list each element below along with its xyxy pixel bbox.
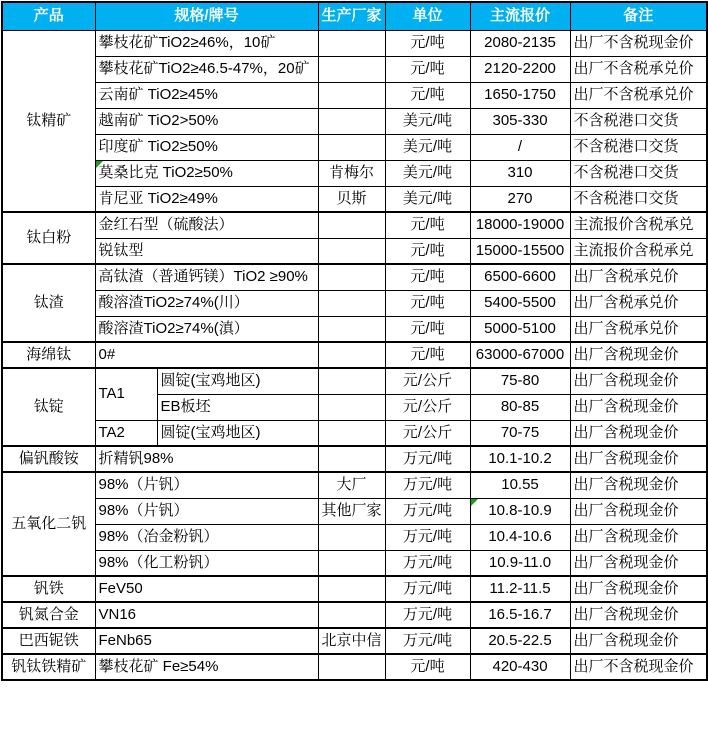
note-cell: 出厂含税现金价 [570,472,707,498]
maker-cell [318,602,385,628]
note-cell: 出厂含税现金价 [570,524,707,550]
spec-cell: EB板坯 [157,394,318,420]
unit-cell: 元/公斤 [385,368,470,394]
spec-cell: 攀枝花矿TiO2≥46.5-47%，20矿 [95,56,318,82]
table-row [2,186,707,212]
unit-cell: 万元/吨 [385,446,470,472]
product-cell: 巴西铌铁 [2,628,95,654]
unit-cell: 万元/吨 [385,602,470,628]
price-cell: 305-330 [470,108,570,134]
note-cell: 出厂含税承兑价 [570,290,707,316]
spec-cell: 锐钛型 [95,238,318,264]
spec-cell: 折精钒98% [95,446,318,472]
unit-cell: 万元/吨 [385,550,470,576]
note-cell: 主流报价含税承兑 [570,238,707,264]
product-cell: 钛精矿 [2,30,95,212]
spec-cell: 云南矿 TiO2≥45% [95,82,318,108]
spec-cell: 98%（片钒） [95,498,318,524]
maker-cell [318,654,385,680]
unit-cell: 元/吨 [385,342,470,368]
note-cell: 出厂不含税现金价 [570,30,707,56]
product-cell: 海绵钛 [2,342,95,368]
table-row [2,264,707,290]
price-cell: 10.55 [470,472,570,498]
unit-cell: 万元/吨 [385,576,470,602]
price-cell: 10.1-10.2 [470,446,570,472]
maker-cell [318,368,385,394]
price-cell: 18000-19000 [470,212,570,238]
price-cell: 2080-2135 [470,30,570,56]
maker-cell [318,446,385,472]
spec-cell: 酸溶渣TiO2≥74%(滇） [95,316,318,342]
table-row [2,56,707,82]
spec-cell: 98%（冶金粉钒） [95,524,318,550]
note-cell: 出厂含税现金价 [570,576,707,602]
price-cell: 6500-6600 [470,264,570,290]
product-cell: 钒钛铁精矿 [2,654,95,680]
note-cell: 出厂含税现金价 [570,368,707,394]
table-row [2,238,707,264]
price-cell: 16.5-16.7 [470,602,570,628]
price-cell: 10.4-10.6 [470,524,570,550]
spec-cell: 攀枝花矿 Fe≥54% [95,654,318,680]
unit-cell: 元/吨 [385,30,470,56]
note-cell: 不含税港口交货 [570,186,707,212]
spec-cell: 肯尼亚 TiO2≥49% [95,186,318,212]
table-row [2,342,707,368]
maker-cell [318,134,385,160]
spec-cell: 越南矿 TiO2>50% [95,108,318,134]
spec-cell: 金红石型（硫酸法） [95,212,318,238]
note-cell: 出厂含税现金价 [570,550,707,576]
table-row [2,82,707,108]
maker-cell: 贝斯 [318,186,385,212]
unit-cell: 万元/吨 [385,498,470,524]
note-cell: 主流报价含税承兑 [570,212,707,238]
commodity-price-table [1,1,708,681]
spec-cell: 圆锭(宝鸡地区) [157,368,318,394]
table-row [2,472,707,498]
table-row [2,160,707,186]
maker-cell [318,30,385,56]
header-row [2,2,707,30]
unit-cell: 元/吨 [385,238,470,264]
note-cell: 不含税港口交货 [570,108,707,134]
table-row [2,498,707,524]
unit-cell: 元/吨 [385,82,470,108]
maker-cell: 北京中信 [318,628,385,654]
maker-cell [318,342,385,368]
error-flag-icon [96,161,103,168]
product-cell: 钒氮合金 [2,602,95,628]
note-cell: 出厂含税承兑价 [570,316,707,342]
price-cell: 63000-67000 [470,342,570,368]
price-cell: 80-85 [470,394,570,420]
unit-cell: 万元/吨 [385,628,470,654]
price-cell [470,498,570,524]
table-row [2,446,707,472]
price-text: 10.8-10.9 [488,501,552,519]
unit-cell: 美元/吨 [385,108,470,134]
maker-cell [318,82,385,108]
table-row [2,30,707,56]
maker-cell [318,212,385,238]
col-header-note: 备注 [570,2,707,30]
table-row [2,628,707,654]
note-cell: 出厂含税现金价 [570,342,707,368]
table-row [2,602,707,628]
spec-cell: 印度矿 TiO2≥50% [95,134,318,160]
note-cell: 出厂含税现金价 [570,420,707,446]
unit-cell: 美元/吨 [385,160,470,186]
maker-cell [318,524,385,550]
spec-cell: 0# [95,342,318,368]
price-cell: 270 [470,186,570,212]
table-row [2,368,707,394]
maker-cell [318,420,385,446]
spec-cell [95,160,318,186]
spec-cell: 98%（片钒） [95,472,318,498]
table-row [2,550,707,576]
price-cell: 10.9-11.0 [470,550,570,576]
unit-cell: 美元/吨 [385,134,470,160]
maker-cell [318,56,385,82]
price-cell: / [470,134,570,160]
product-cell: 偏钒酸铵 [2,446,95,472]
price-cell: 20.5-22.5 [470,628,570,654]
unit-cell: 万元/吨 [385,472,470,498]
maker-cell [318,290,385,316]
note-cell: 出厂含税现金价 [570,628,707,654]
table-row [2,212,707,238]
unit-cell: 美元/吨 [385,186,470,212]
col-header-spec: 规格/牌号 [95,2,318,30]
price-cell: 11.2-11.5 [470,576,570,602]
maker-cell [318,238,385,264]
spec-cell: FeNb65 [95,628,318,654]
table-row [2,654,707,680]
spec-text: 莫桑比克 TiO2≥50% [98,163,233,181]
note-cell: 出厂含税现金价 [570,498,707,524]
col-header-unit: 单位 [385,2,470,30]
price-cell: 310 [470,160,570,186]
maker-cell: 其他厂家 [318,498,385,524]
table-row [2,134,707,160]
spec-cell: 攀枝花矿TiO2≥46%，10矿 [95,30,318,56]
grade-cell: TA2 [95,420,157,446]
unit-cell: 元/公斤 [385,420,470,446]
spec-cell: 98%（化工粉钒） [95,550,318,576]
product-cell: 钒铁 [2,576,95,602]
product-cell: 钛白粉 [2,212,95,264]
col-header-maker: 生产厂家 [318,2,385,30]
price-cell: 5400-5500 [470,290,570,316]
col-header-product: 产品 [2,2,95,30]
note-cell: 出厂不含税承兑价 [570,56,707,82]
unit-cell: 元/吨 [385,212,470,238]
maker-cell: 肯梅尔 [318,160,385,186]
grade-cell: TA1 [95,368,157,420]
price-cell: 15000-15500 [470,238,570,264]
note-cell: 出厂含税承兑价 [570,264,707,290]
table-row [2,290,707,316]
spec-cell: VN16 [95,602,318,628]
unit-cell: 元/吨 [385,290,470,316]
note-cell: 出厂含税现金价 [570,394,707,420]
table-row [2,524,707,550]
price-cell: 75-80 [470,368,570,394]
spec-cell: 圆锭(宝鸡地区) [157,420,318,446]
maker-cell [318,264,385,290]
maker-cell [318,316,385,342]
maker-cell [318,394,385,420]
maker-cell: 大厂 [318,472,385,498]
unit-cell: 元/吨 [385,654,470,680]
product-cell: 钛渣 [2,264,95,342]
spec-cell: 酸溶渣TiO2≥74%(川） [95,290,318,316]
note-cell: 出厂不含税承兑价 [570,82,707,108]
note-cell: 出厂不含税现金价 [570,654,707,680]
unit-cell: 万元/吨 [385,524,470,550]
maker-cell [318,550,385,576]
note-cell: 不含税港口交货 [570,160,707,186]
unit-cell: 元/公斤 [385,394,470,420]
note-cell: 出厂含税现金价 [570,602,707,628]
table-row [2,576,707,602]
note-cell: 出厂含税现金价 [570,446,707,472]
product-cell: 五氧化二钒 [2,472,95,576]
price-cell: 5000-5100 [470,316,570,342]
maker-cell [318,576,385,602]
maker-cell [318,108,385,134]
price-cell: 70-75 [470,420,570,446]
table-row [2,420,707,446]
table-row [2,108,707,134]
product-cell: 钛锭 [2,368,95,446]
unit-cell: 元/吨 [385,56,470,82]
col-header-price: 主流报价 [470,2,570,30]
error-flag-icon [471,499,478,506]
unit-cell: 元/吨 [385,316,470,342]
table-row [2,316,707,342]
unit-cell: 元/吨 [385,264,470,290]
price-cell: 2120-2200 [470,56,570,82]
price-cell: 420-430 [470,654,570,680]
price-cell: 1650-1750 [470,82,570,108]
note-cell: 不含税港口交货 [570,134,707,160]
spec-cell: FeV50 [95,576,318,602]
spec-cell: 高钛渣（普通钙镁）TiO2 ≥90% [95,264,318,290]
